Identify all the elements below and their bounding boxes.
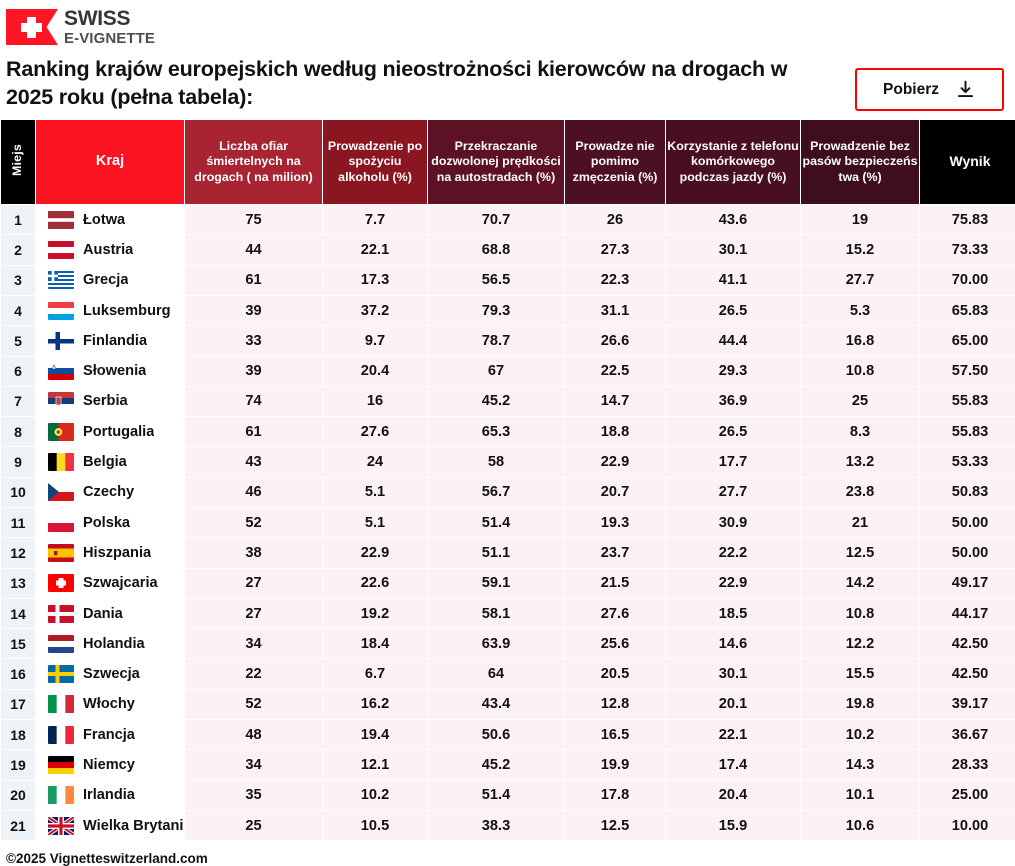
phone-cell: 22.2: [666, 538, 800, 567]
ranking-table: [0, 119, 1015, 841]
fatigue-cell: 18.8: [565, 417, 665, 446]
rank-cell: 18: [1, 720, 35, 749]
fatigue-cell: 26: [565, 205, 665, 234]
table-row: [1, 266, 1015, 295]
score-cell: 50.83: [920, 478, 1015, 507]
score-cell: 10.00: [920, 811, 1015, 840]
table-body: [1, 205, 1015, 840]
column-header-alcohol[interactable]: Prowadzenie po spożyciu alkoholu (%): [323, 120, 427, 204]
seatbelt-cell: 15.2: [801, 235, 919, 264]
score-cell: 28.33: [920, 750, 1015, 779]
seatbelt-cell: 8.3: [801, 417, 919, 446]
brand-line1: SWISS: [64, 7, 131, 30]
country-cell: [36, 478, 184, 507]
score-cell: 50.00: [920, 508, 1015, 537]
seatbelt-cell: 10.1: [801, 781, 919, 810]
phone-cell: 27.7: [666, 478, 800, 507]
table-row: [1, 599, 1015, 628]
speeding-cell: 65.3: [428, 417, 564, 446]
speeding-cell: 78.7: [428, 326, 564, 355]
alcohol-cell: 27.6: [323, 417, 427, 446]
phone-cell: 15.9: [666, 811, 800, 840]
deaths-cell: 27: [185, 569, 322, 598]
country-name: Luksemburg: [83, 302, 171, 319]
seatbelt-cell: 23.8: [801, 478, 919, 507]
deaths-cell: 27: [185, 599, 322, 628]
alcohol-cell: 20.4: [323, 357, 427, 386]
table-row: [1, 235, 1015, 264]
rank-cell: 19: [1, 750, 35, 779]
alcohol-cell: 12.1: [323, 750, 427, 779]
country-name: Łotwa: [83, 211, 126, 228]
column-header-deaths[interactable]: Liczba ofiar śmiertelnych na drogach ( na milion): [185, 120, 322, 204]
brand-line2: E-VIGNETTE: [64, 30, 156, 47]
deaths-cell: 52: [185, 508, 322, 537]
rank-cell: 20: [1, 781, 35, 810]
rank-cell: 9: [1, 447, 35, 476]
alcohol-cell: 10.5: [323, 811, 427, 840]
deaths-cell: 35: [185, 781, 322, 810]
country-name: Holandia: [83, 635, 145, 652]
deaths-cell: 22: [185, 659, 322, 688]
score-cell: 49.17: [920, 569, 1015, 598]
alcohol-cell: 5.1: [323, 508, 427, 537]
flag-gr-icon: [48, 271, 74, 289]
seatbelt-cell: 14.3: [801, 750, 919, 779]
download-button[interactable]: [855, 68, 1004, 111]
flag-ie-icon: [48, 786, 74, 804]
alcohol-cell: 22.1: [323, 235, 427, 264]
table-header: [1, 120, 1015, 204]
flag-fr-icon: [48, 726, 74, 744]
phone-cell: 30.1: [666, 235, 800, 264]
deaths-cell: 25: [185, 811, 322, 840]
brand-text: [64, 8, 155, 46]
table-row: [1, 750, 1015, 779]
score-cell: 75.83: [920, 205, 1015, 234]
speeding-cell: 56.7: [428, 478, 564, 507]
phone-cell: 26.5: [666, 296, 800, 325]
flag-pt-icon: [48, 423, 74, 441]
country-cell: [36, 357, 184, 386]
title-row: [0, 48, 1015, 111]
speeding-cell: 38.3: [428, 811, 564, 840]
speeding-cell: 51.4: [428, 781, 564, 810]
score-cell: 53.33: [920, 447, 1015, 476]
seatbelt-cell: 10.6: [801, 811, 919, 840]
alcohol-cell: 9.7: [323, 326, 427, 355]
fatigue-cell: 17.8: [565, 781, 665, 810]
download-button-label: Pobierz: [883, 80, 939, 98]
score-cell: 25.00: [920, 781, 1015, 810]
country-name: Portugalia: [83, 423, 155, 440]
deaths-cell: 39: [185, 357, 322, 386]
score-cell: 39.17: [920, 690, 1015, 719]
seatbelt-cell: 12.5: [801, 538, 919, 567]
deaths-cell: 61: [185, 417, 322, 446]
column-header-score[interactable]: Wynik: [920, 120, 1015, 204]
speeding-cell: 45.2: [428, 750, 564, 779]
country-cell: [36, 205, 184, 234]
flag-at-icon: [48, 241, 74, 259]
speeding-cell: 63.9: [428, 629, 564, 658]
country-name: Finlandia: [83, 332, 148, 349]
country-name: Francja: [83, 726, 135, 743]
deaths-cell: 33: [185, 326, 322, 355]
speeding-cell: 43.4: [428, 690, 564, 719]
alcohol-cell: 10.2: [323, 781, 427, 810]
speeding-cell: 45.2: [428, 387, 564, 416]
country-name: Szwajcaria: [83, 575, 158, 592]
country-name: Słowenia: [83, 363, 147, 380]
page-title: Ranking krajów europejskich według nieostrożności kierowców na drogach w 2025 roku (pełna tabela):: [6, 57, 788, 109]
table-row: [1, 629, 1015, 658]
country-cell: [36, 266, 184, 295]
column-header-country[interactable]: Kraj: [36, 120, 184, 204]
rank-cell: 14: [1, 599, 35, 628]
country-name: Czechy: [83, 484, 135, 501]
fatigue-cell: 27.6: [565, 599, 665, 628]
fatigue-cell: 12.8: [565, 690, 665, 719]
seatbelt-cell: 12.2: [801, 629, 919, 658]
deaths-cell: 52: [185, 690, 322, 719]
phone-cell: 26.5: [666, 417, 800, 446]
score-cell: 70.00: [920, 266, 1015, 295]
phone-cell: 20.1: [666, 690, 800, 719]
fatigue-cell: 23.7: [565, 538, 665, 567]
score-cell: 42.50: [920, 659, 1015, 688]
rank-cell: 16: [1, 659, 35, 688]
fatigue-cell: 12.5: [565, 811, 665, 840]
fatigue-cell: 31.1: [565, 296, 665, 325]
flag-gb-icon: [48, 817, 74, 835]
country-name: Włochy: [83, 696, 135, 713]
deaths-cell: 39: [185, 296, 322, 325]
rank-cell: 12: [1, 538, 35, 567]
rank-cell: 11: [1, 508, 35, 537]
flag-pl-icon: [48, 514, 74, 532]
country-name: Belgia: [83, 454, 127, 471]
deaths-cell: 38: [185, 538, 322, 567]
rank-cell: 17: [1, 690, 35, 719]
table-row: [1, 659, 1015, 688]
seatbelt-cell: 19: [801, 205, 919, 234]
deaths-cell: 75: [185, 205, 322, 234]
table-row: [1, 447, 1015, 476]
phone-cell: 14.6: [666, 629, 800, 658]
alcohol-cell: 22.9: [323, 538, 427, 567]
table-row: [1, 569, 1015, 598]
rank-cell: 13: [1, 569, 35, 598]
table-row: [1, 478, 1015, 507]
deaths-cell: 48: [185, 720, 322, 749]
table-row: [1, 811, 1015, 840]
speeding-cell: 58.1: [428, 599, 564, 628]
phone-cell: 17.4: [666, 750, 800, 779]
flag-de-icon: [48, 756, 74, 774]
country-name: Dania: [83, 605, 123, 622]
country-cell: [36, 508, 184, 537]
table-row: [1, 205, 1015, 234]
speeding-cell: 67: [428, 357, 564, 386]
speeding-cell: 51.4: [428, 508, 564, 537]
table-row: [1, 781, 1015, 810]
speeding-cell: 79.3: [428, 296, 564, 325]
seatbelt-cell: 5.3: [801, 296, 919, 325]
score-cell: 36.67: [920, 720, 1015, 749]
country-cell: [36, 811, 184, 840]
seatbelt-cell: 27.7: [801, 266, 919, 295]
rank-cell: 21: [1, 811, 35, 840]
alcohol-cell: 18.4: [323, 629, 427, 658]
alcohol-cell: 17.3: [323, 266, 427, 295]
deaths-cell: 44: [185, 235, 322, 264]
column-header-rank-label: Miejs: [10, 143, 25, 176]
rank-cell: 2: [1, 235, 35, 264]
fatigue-cell: 20.5: [565, 659, 665, 688]
table-row: [1, 326, 1015, 355]
rank-cell: 15: [1, 629, 35, 658]
alcohol-cell: 5.1: [323, 478, 427, 507]
phone-cell: 30.1: [666, 659, 800, 688]
speeding-cell: 58: [428, 447, 564, 476]
flag-fi-icon: [48, 332, 74, 350]
header-row: [1, 120, 1015, 204]
flag-es-icon: [48, 544, 74, 562]
download-icon: [955, 79, 976, 100]
score-cell: 42.50: [920, 629, 1015, 658]
swiss-flag-icon: [6, 9, 58, 45]
copyright-footer: ©2025 Vignetteswitzerland.com: [6, 851, 208, 866]
fatigue-cell: 16.5: [565, 720, 665, 749]
seatbelt-cell: 15.5: [801, 659, 919, 688]
rank-cell: 1: [1, 205, 35, 234]
fatigue-cell: 26.6: [565, 326, 665, 355]
flag-dk-icon: [48, 605, 74, 623]
table-row: [1, 508, 1015, 537]
seatbelt-cell: 10.8: [801, 599, 919, 628]
seatbelt-cell: 10.2: [801, 720, 919, 749]
deaths-cell: 43: [185, 447, 322, 476]
flag-rs-icon: [48, 392, 74, 410]
fatigue-cell: 22.5: [565, 357, 665, 386]
seatbelt-cell: 13.2: [801, 447, 919, 476]
fatigue-cell: 19.9: [565, 750, 665, 779]
flag-lv-icon: [48, 211, 74, 229]
table-row: [1, 538, 1015, 567]
alcohol-cell: 7.7: [323, 205, 427, 234]
column-header-phone[interactable]: Korzystanie z telefonu komórkowego podczas jazdy (%): [666, 120, 800, 204]
phone-cell: 20.4: [666, 781, 800, 810]
country-name: Austria: [83, 241, 134, 258]
country-name: Niemcy: [83, 757, 135, 774]
flag-lu-icon: [48, 302, 74, 320]
column-header-speeding[interactable]: Przekraczanie dozwolonej prędkości na autostradach (%): [428, 120, 564, 204]
rank-cell: 4: [1, 296, 35, 325]
country-cell: [36, 690, 184, 719]
phone-cell: 22.1: [666, 720, 800, 749]
table-row: [1, 387, 1015, 416]
table-row: [1, 690, 1015, 719]
rank-cell: 10: [1, 478, 35, 507]
country-name: Szwecja: [83, 666, 140, 683]
alcohol-cell: 6.7: [323, 659, 427, 688]
alcohol-cell: 24: [323, 447, 427, 476]
table-row: [1, 357, 1015, 386]
flag-cz-icon: [48, 483, 74, 501]
deaths-cell: 74: [185, 387, 322, 416]
country-cell: [36, 750, 184, 779]
flag-it-icon: [48, 695, 74, 713]
country-cell: [36, 417, 184, 446]
seatbelt-cell: 19.8: [801, 690, 919, 719]
table-row: [1, 296, 1015, 325]
country-name: Wielka Brytani: [83, 817, 184, 834]
country-cell: [36, 538, 184, 567]
brand-logo: [0, 0, 1015, 48]
score-cell: 73.33: [920, 235, 1015, 264]
phone-cell: 30.9: [666, 508, 800, 537]
country-cell: [36, 629, 184, 658]
speeding-cell: 68.8: [428, 235, 564, 264]
rank-cell: 5: [1, 326, 35, 355]
fatigue-cell: 27.3: [565, 235, 665, 264]
phone-cell: 22.9: [666, 569, 800, 598]
score-cell: 65.83: [920, 296, 1015, 325]
phone-cell: 17.7: [666, 447, 800, 476]
rank-cell: 3: [1, 266, 35, 295]
country-name: Irlandia: [83, 787, 135, 804]
score-cell: 57.50: [920, 357, 1015, 386]
deaths-cell: 34: [185, 629, 322, 658]
country-cell: [36, 659, 184, 688]
flag-nl-icon: [48, 635, 74, 653]
fatigue-cell: 14.7: [565, 387, 665, 416]
fatigue-cell: 22.9: [565, 447, 665, 476]
fatigue-cell: 22.3: [565, 266, 665, 295]
score-cell: 50.00: [920, 538, 1015, 567]
seatbelt-cell: 16.8: [801, 326, 919, 355]
fatigue-cell: 25.6: [565, 629, 665, 658]
column-header-rank[interactable]: [1, 120, 35, 204]
speeding-cell: 70.7: [428, 205, 564, 234]
score-cell: 55.83: [920, 417, 1015, 446]
score-cell: 65.00: [920, 326, 1015, 355]
country-name: Grecja: [83, 272, 129, 289]
seatbelt-cell: 14.2: [801, 569, 919, 598]
country-name: Polska: [83, 514, 131, 531]
country-name: Hiszpania: [83, 544, 152, 561]
score-cell: 44.17: [920, 599, 1015, 628]
table-row: [1, 417, 1015, 446]
country-cell: [36, 447, 184, 476]
country-name: Serbia: [83, 393, 128, 410]
phone-cell: 44.4: [666, 326, 800, 355]
country-cell: [36, 720, 184, 749]
alcohol-cell: 16.2: [323, 690, 427, 719]
seatbelt-cell: 25: [801, 387, 919, 416]
rank-cell: 6: [1, 357, 35, 386]
seatbelt-cell: 21: [801, 508, 919, 537]
alcohol-cell: 19.4: [323, 720, 427, 749]
alcohol-cell: 37.2: [323, 296, 427, 325]
country-cell: [36, 235, 184, 264]
country-cell: [36, 569, 184, 598]
speeding-cell: 56.5: [428, 266, 564, 295]
seatbelt-cell: 10.8: [801, 357, 919, 386]
phone-cell: 18.5: [666, 599, 800, 628]
flag-se-icon: [48, 665, 74, 683]
score-cell: 55.83: [920, 387, 1015, 416]
speeding-cell: 51.1: [428, 538, 564, 567]
phone-cell: 43.6: [666, 205, 800, 234]
country-cell: [36, 387, 184, 416]
table-row: [1, 720, 1015, 749]
phone-cell: 36.9: [666, 387, 800, 416]
column-header-seatbelt[interactable]: Prowadzenie bez pasów bezpieczeńs twa (%): [801, 120, 919, 204]
fatigue-cell: 20.7: [565, 478, 665, 507]
alcohol-cell: 22.6: [323, 569, 427, 598]
flag-be-icon: [48, 453, 74, 471]
speeding-cell: 59.1: [428, 569, 564, 598]
alcohol-cell: 16: [323, 387, 427, 416]
fatigue-cell: 19.3: [565, 508, 665, 537]
deaths-cell: 46: [185, 478, 322, 507]
phone-cell: 29.3: [666, 357, 800, 386]
country-cell: [36, 326, 184, 355]
country-cell: [36, 599, 184, 628]
country-cell: [36, 296, 184, 325]
deaths-cell: 34: [185, 750, 322, 779]
alcohol-cell: 19.2: [323, 599, 427, 628]
phone-cell: 41.1: [666, 266, 800, 295]
deaths-cell: 61: [185, 266, 322, 295]
fatigue-cell: 21.5: [565, 569, 665, 598]
speeding-cell: 50.6: [428, 720, 564, 749]
speeding-cell: 64: [428, 659, 564, 688]
country-cell: [36, 781, 184, 810]
rank-cell: 7: [1, 387, 35, 416]
rank-cell: 8: [1, 417, 35, 446]
flag-ch-icon: [48, 574, 74, 592]
flag-si-icon: [48, 362, 74, 380]
column-header-fatigue[interactable]: Prowadze nie pomimo zmęczenia (%): [565, 120, 665, 204]
